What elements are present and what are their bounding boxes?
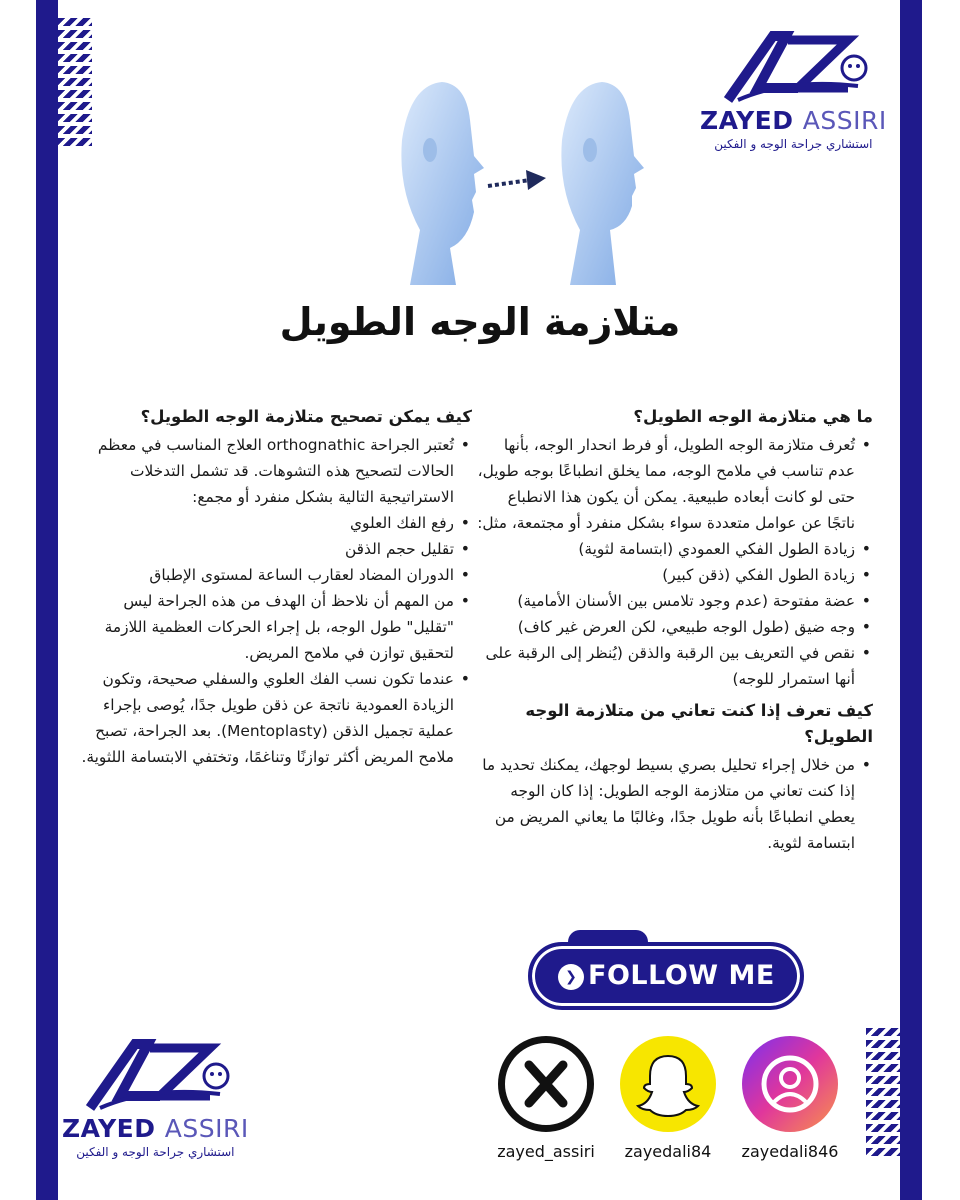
- section-heading-how-to-know: كيف تعرف إذا كنت تعاني من متلازمة الوجه الطويل؟: [525, 701, 873, 746]
- brand-logo-top: [700, 28, 887, 151]
- chevron-right-icon: ❯: [558, 964, 584, 990]
- brand-name: ZAYED ASSIRI: [700, 106, 887, 135]
- list-item: • من المهم أن نلاحظ أن الهدف من هذه الجراحة ليس "تقليل" طول الوجه، بل إجراء الحركات العظمية اللازمة لتحقيق توازن في ملامح المريض.: [74, 588, 472, 666]
- az-logo-icon: [80, 1036, 230, 1116]
- section-heading-correction: كيف يمكن تصحيح متلازمة الوجه الطويل؟: [140, 407, 472, 426]
- chevron-pattern-decoration: [58, 14, 92, 150]
- social-handle: zayedali846: [741, 1142, 839, 1161]
- brand-subtitle: استشاري جراحة الوجه و الفكين: [76, 1145, 235, 1159]
- follow-me-button[interactable]: [528, 930, 804, 1022]
- list-item: • تُعتبر الجراحة orthognathic العلاج المناسب في معظم الحالات لتصحيح هذه التشوهات. قد تشمل التدخلات الاستراتيجية التالية بشكل منفرد أو مجمع:: [74, 432, 472, 510]
- social-link-x[interactable]: [496, 1036, 596, 1161]
- section-heading-what-is: ما هي متلازمة الوجه الطويل؟: [633, 407, 873, 426]
- brand-logo-bottom: [62, 1036, 249, 1159]
- left-border-bar: [36, 0, 58, 1200]
- x-icon: [498, 1036, 594, 1132]
- left-column: [74, 404, 472, 770]
- right-border-bar: [900, 0, 922, 1200]
- list-item: • رفع الفك العلوي: [74, 510, 472, 536]
- list-item: • زيادة الطول الفكي (ذقن كبير): [475, 562, 873, 588]
- snapchat-icon: [620, 1036, 716, 1132]
- list-item: • من خلال إجراء تحليل بصري بسيط لوجهك، يمكنك تحديد ما إذا كنت تعاني من متلازمة الوجه الطويل: إذا كان الوجه يعطي انطباعًا بأنه طويل جدًا، وغالبًا ما يعاني المريض من ابتسامة لثوية.: [475, 752, 873, 856]
- social-link-snapchat[interactable]: [618, 1036, 718, 1161]
- follow-label: FOLLOW ME: [588, 960, 775, 991]
- list-item: • عندما تكون نسب الفك العلوي والسفلي صحيحة، وتكون الزيادة العمودية ناتجة عن ذقن طويل جدًا، يُوصى بإجراء عملية تجميل الذقن (Mentoplasty). بعد الجراحة، تصبح ملامح المريض أكثر توازنًا وتناغمًا، وتختفي الابتسامة اللثوية.: [74, 666, 472, 770]
- brand-name: ZAYED ASSIRI: [62, 1114, 249, 1143]
- list-item: • وجه ضيق (طول الوجه طبيعي، لكن العرض غير كاف): [475, 614, 873, 640]
- social-handle: zayedali84: [624, 1142, 712, 1161]
- instagram-icon: [742, 1036, 838, 1132]
- az-logo-icon: [718, 28, 868, 108]
- page-title: متلازمة الوجه الطويل: [279, 300, 681, 344]
- brand-subtitle: استشاري جراحة الوجه و الفكين: [714, 137, 873, 151]
- chevron-pattern-decoration: [866, 1024, 900, 1160]
- list-item: • زيادة الطول الفكي العمودي (ابتسامة لثوية): [475, 536, 873, 562]
- list-item: • عضة مفتوحة (عدم وجود تلامس بين الأسنان الأمامية): [475, 588, 873, 614]
- list-item: • الدوران المضاد لعقارب الساعة لمستوى الإطباق: [74, 562, 472, 588]
- list-item: • تُعرف متلازمة الوجه الطويل، أو فرط انحدار الوجه، بأنها عدم تناسب في ملامح الوجه، مما يخلق انطباعًا بوجه طويل، حتى لو كانت أبعاده طبيعية. يمكن أن يكون هذا الانطباع ناتجًا عن عوامل متعددة سواء بشكل منفرد أو مجتمعة، مثل:: [475, 432, 873, 536]
- arrow-right-icon: [488, 170, 546, 190]
- social-link-instagram[interactable]: [740, 1036, 840, 1161]
- face-profile-illustration: [380, 70, 700, 290]
- list-item: • نقص في التعريف بين الرقبة والذقن (يُنظر إلى الرقبة على أنها استمرار للوجه): [475, 640, 873, 692]
- right-column: [475, 404, 873, 856]
- social-handle: zayed_assiri: [497, 1142, 595, 1161]
- list-item: • تقليل حجم الذقن: [74, 536, 472, 562]
